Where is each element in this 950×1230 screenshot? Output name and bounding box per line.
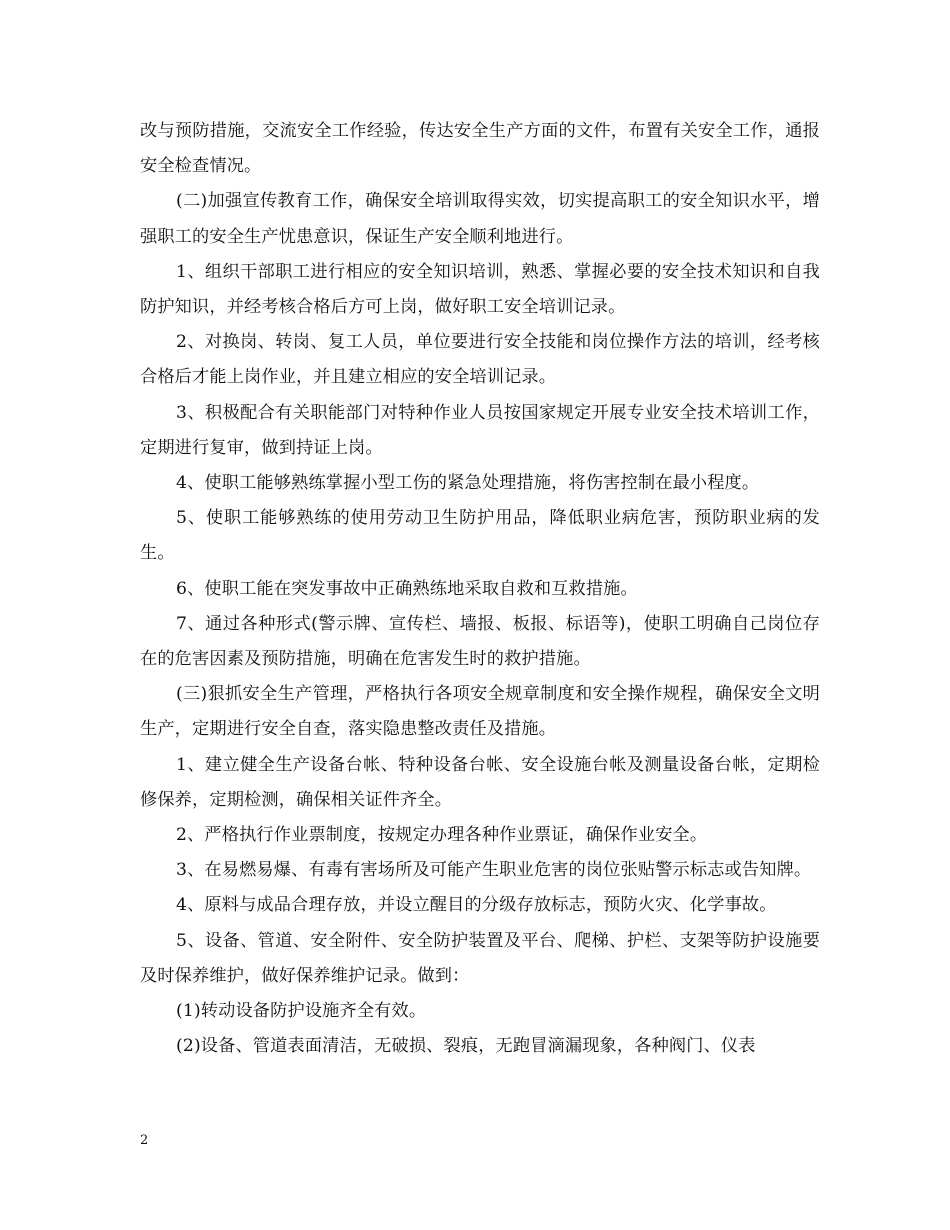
paragraph-16: (1)转动设备防护设施齐全有效。 bbox=[176, 1001, 427, 1022]
paragraph-9: 7、通过各种形式(警示牌、宣传栏、墙报、板报、标语等)，使职工明确自己岗位存在的危害因素及预防措施，明确在危害发生时的救护措施。 bbox=[140, 613, 820, 670]
page-number: 2 bbox=[140, 1133, 149, 1148]
paragraph-12: 2、严格执行作业票制度，按规定办理各种作业票证，确保作业安全。 bbox=[176, 825, 708, 846]
paragraph-15: 5、设备、管道、安全附件、安全防护装置及平台、爬梯、护栏、支架等防护设施要及时保养维护，做好保养维护记录。做到： bbox=[140, 930, 820, 986]
paragraph-13: 3、在易燃易爆、有毒有害场所及可能产生职业危害的岗位张贴警示标志或告知牌。 bbox=[176, 860, 812, 881]
paragraph-11: 1、建立健全生产设备台帐、特种设备台帐、安全设施台帐及测量设备台帐，定期检修保养，定期检测，确保相关证件齐全。 bbox=[140, 754, 820, 810]
paragraph-8: 6、使职工能在突发事故中正确熟练地采取自救和互救措施。 bbox=[176, 578, 638, 599]
paragraph-1: 改与预防措施，交流安全工作经验，传达安全生产方面的文件，布置有关安全工作，通报安全检查情况。 bbox=[140, 121, 820, 177]
paragraph-4: 2、对换岗、转岗、复工人员，单位要进行安全技能和岗位操作方法的培训，经考核合格后才能上岗作业，并且建立相应的安全培训记录。 bbox=[140, 332, 820, 388]
paragraph-17: (2)设备、管道表面清洁，无破损、裂痕，无跑冒滴漏现象，各种阀门、仪表 bbox=[176, 1036, 756, 1057]
paragraph-2: (二)加强宣传教育工作，确保安全培训取得实效，切实提高职工的安全知识水平，增强职工的安全生产忧患意识，保证生产安全顺利地进行。 bbox=[140, 191, 820, 247]
paragraph-3: 1、组织干部职工进行相应的安全知识培训，熟悉、掌握必要的安全技术知识和自我防护知识，并经考核合格后方可上岗，做好职工安全培训记录。 bbox=[140, 261, 820, 318]
document-body bbox=[140, 114, 820, 1064]
paragraph-10: (三)狠抓安全生产管理，严格执行各项安全规章制度和安全操作规程，确保安全文明生产，定期进行安全自查，落实隐患整改责任及措施。 bbox=[140, 684, 820, 740]
paragraph-6: 4、使职工能够熟练掌握小型工伤的紧急处理措施，将伤害控制在最小程度。 bbox=[176, 473, 760, 494]
paragraph-14: 4、原料与成品合理存放，并设立醒目的分级存放标志，预防火灾、化学事故。 bbox=[176, 895, 777, 916]
paragraph-7: 5、使职工能够熟练的使用劳动卫生防护用品，降低职业病危害，预防职业病的发生。 bbox=[140, 508, 820, 564]
paragraph-5: 3、积极配合有关职能部门对特种作业人员按国家规定开展专业安全技术培训工作，定期进行复审，做到持证上岗。 bbox=[140, 402, 820, 458]
